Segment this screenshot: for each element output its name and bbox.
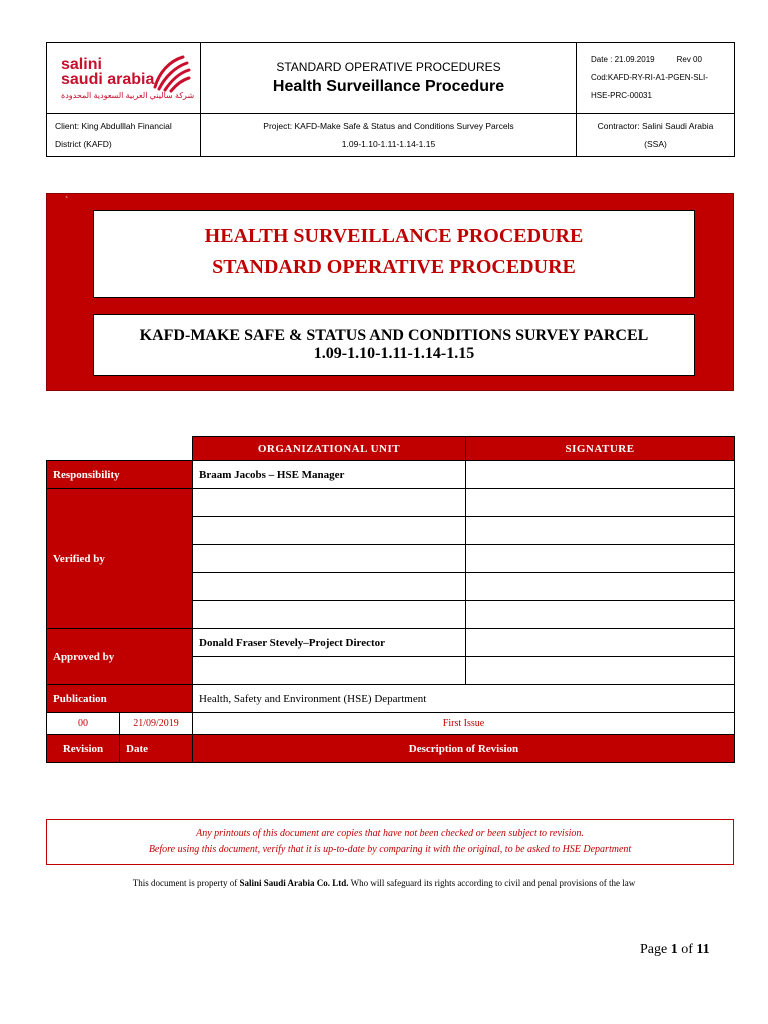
contractor-cell <box>577 114 735 157</box>
revision-notice <box>46 819 734 865</box>
doc-meta <box>577 43 735 114</box>
document-header <box>46 42 735 157</box>
property-statement <box>0 878 768 888</box>
approval-table <box>46 436 735 763</box>
project-line1: Project: KAFD-Make Safe & Status and Conditions Survey Parcels <box>263 121 514 131</box>
responsibility-name: Braam Jacobs – HSE Manager <box>193 461 466 489</box>
client-cell <box>47 114 201 157</box>
page-number <box>640 942 710 958</box>
cover-subtitle-2: 1.09-1.10-1.11-1.14-1.15 <box>313 345 475 362</box>
revision-date: 21/09/2019 <box>120 713 193 735</box>
cover-title-1: HEALTH SURVEILLANCE PROCEDURE <box>204 225 584 247</box>
title-cell <box>201 43 577 114</box>
page-label: Page <box>640 942 671 957</box>
empty-corner <box>47 437 193 461</box>
revision-description: First Issue <box>193 713 735 735</box>
col-header-date: Date <box>120 735 193 763</box>
cover-box <box>46 193 734 391</box>
client-line1: Client: King Abdulllah Financial <box>55 121 172 131</box>
responsibility-label: Responsibility <box>47 461 193 489</box>
unit-cell <box>193 601 466 629</box>
col-header-description: Description of Revision <box>193 735 735 763</box>
publication-value: Health, Safety and Environment (HSE) Department <box>193 685 735 713</box>
unit-cell <box>193 573 466 601</box>
signature-cell <box>466 517 735 545</box>
page-of: of <box>677 942 697 957</box>
property-company: Salini Saudi Arabia Co. Ltd. <box>239 878 349 888</box>
cover-mark: ` <box>65 196 69 207</box>
logo-arabic-text: شركة ساليني العربية السعودية المحدودة <box>61 91 195 100</box>
unit-cell <box>193 489 466 517</box>
doc-code-line1: Cod:KAFD-RY-RI-A1-PGEN-SLI- <box>591 73 708 82</box>
doc-rev: Rev 00 <box>676 55 702 64</box>
approved-name: Donald Fraser Stevely–Project Director <box>193 629 466 657</box>
contractor-line2: (SSA) <box>644 139 667 149</box>
unit-cell <box>193 657 466 685</box>
logo-text-line1: salini <box>61 56 102 73</box>
doc-type: STANDARD OPERATIVE PROCEDURES <box>276 60 501 74</box>
signature-cell <box>466 489 735 517</box>
cover-title-box <box>93 210 695 298</box>
col-header-revision: Revision <box>47 735 120 763</box>
client-line2: District (KAFD) <box>55 139 112 149</box>
cover-title-2: STANDARD OPERATIVE PROCEDURE <box>212 256 576 278</box>
cover-subtitle-1: KAFD-MAKE SAFE & STATUS AND CONDITIONS SURVEY PARCEL <box>139 327 649 344</box>
signature-cell <box>466 629 735 657</box>
logo-text-line2: saudi arabia <box>61 71 155 88</box>
signature-cell <box>466 461 735 489</box>
signature-cell <box>466 573 735 601</box>
doc-code-line2: HSE-PRC-00031 <box>591 91 652 100</box>
approved-label: Approved by <box>47 629 193 685</box>
signature-cell <box>466 657 735 685</box>
col-header-signature: SIGNATURE <box>466 437 735 461</box>
project-cell <box>201 114 577 157</box>
page-total: 11 <box>696 942 710 957</box>
logo-mark-icon <box>149 53 191 93</box>
revision-number: 00 <box>47 713 120 735</box>
cover-subtitle-box <box>93 314 695 376</box>
project-line2: 1.09-1.10-1.11-1.14-1.15 <box>341 139 436 149</box>
unit-cell <box>193 517 466 545</box>
notice-line2: Before using this document, verify that it is up-to-date by comparing it with the original, to be asked to HSE Department <box>148 844 632 855</box>
col-header-unit: ORGANIZATIONAL UNIT <box>193 437 466 461</box>
notice-line1: Any printouts of this document are copies that have not been checked or been subject to revision. <box>196 828 584 839</box>
contractor-line1: Contractor: Salini Saudi Arabia <box>597 121 714 131</box>
doc-title: Health Surveillance Procedure <box>272 78 505 95</box>
verified-label: Verified by <box>47 489 193 629</box>
logo-cell <box>47 43 201 114</box>
property-post: Who will safeguard its rights according to civil and penal provisions of the law <box>348 878 636 888</box>
page-current: 1 <box>670 942 678 957</box>
signature-cell <box>466 545 735 573</box>
property-pre: This document is property of <box>132 878 240 888</box>
publication-label: Publication <box>47 685 193 713</box>
doc-date: Date : 21.09.2019 <box>591 55 655 64</box>
company-logo <box>47 43 200 113</box>
signature-cell <box>466 601 735 629</box>
unit-cell <box>193 545 466 573</box>
